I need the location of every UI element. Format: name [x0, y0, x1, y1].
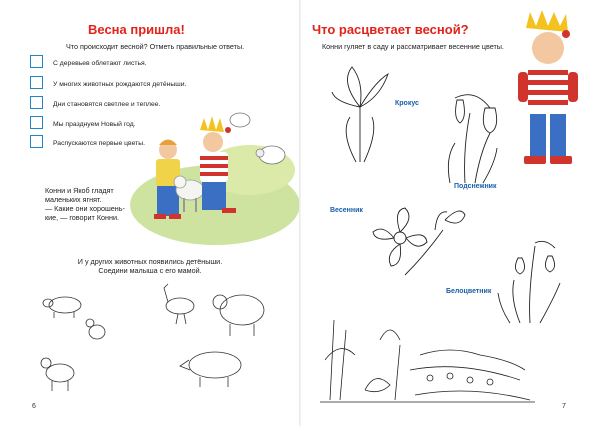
caption-line: Конни и Якоб гладят	[45, 186, 114, 195]
garden-scene-drawing	[320, 300, 535, 405]
left-instruction: Что происходит весной? Отметь правильные ответы.	[66, 42, 245, 51]
left-page-number: 6	[32, 403, 36, 410]
caption-block	[45, 186, 125, 222]
left-page-title: Весна пришла!	[88, 22, 185, 37]
right-page-number: 7	[562, 403, 566, 410]
caption-line: — Какие они хорошень-	[45, 204, 125, 213]
right-instruction: Конни гуляет в саду и рассматривает весенние цветы.	[322, 42, 504, 51]
checkbox-1[interactable]	[30, 55, 43, 68]
checkbox-2[interactable]	[30, 76, 43, 89]
children-lambs-illustration	[130, 100, 295, 250]
anemone-drawing	[365, 190, 475, 285]
statement-1: С деревьев облетают листья.	[53, 60, 147, 67]
right-page	[300, 0, 600, 426]
girl-standing-illustration	[508, 8, 588, 173]
checkbox-5[interactable]	[30, 135, 43, 148]
statement-3: Дни становятся светлее и теплее.	[53, 101, 161, 108]
caption-line: кие, — говорит Конни.	[45, 213, 119, 222]
caption-line: маленьких ягнят.	[45, 195, 102, 204]
snowdrop-label: Подснежник	[454, 183, 497, 190]
task-block	[0, 257, 300, 275]
statement-4: Мы празднуем Новый год.	[53, 121, 136, 128]
task-line: Соедини малыша с его мамой.	[98, 266, 202, 275]
snowdrop-drawing	[435, 88, 510, 188]
mother-animals-outlines	[160, 280, 290, 395]
task-line: И у других животных появились детёныши.	[77, 257, 223, 266]
checkbox-4[interactable]	[30, 116, 43, 129]
right-page-title: Что расцветает весной?	[312, 22, 469, 37]
snowflake-label: Белоцветник	[446, 288, 492, 295]
statement-5: Распускаются первые цветы.	[53, 140, 146, 147]
crocus-label: Крокус	[395, 100, 419, 107]
anemone-label: Весенник	[330, 207, 363, 214]
crocus-drawing	[330, 62, 400, 172]
statement-2: У многих животных рождаются детёныши.	[53, 81, 187, 88]
checkbox-3[interactable]	[30, 96, 43, 109]
